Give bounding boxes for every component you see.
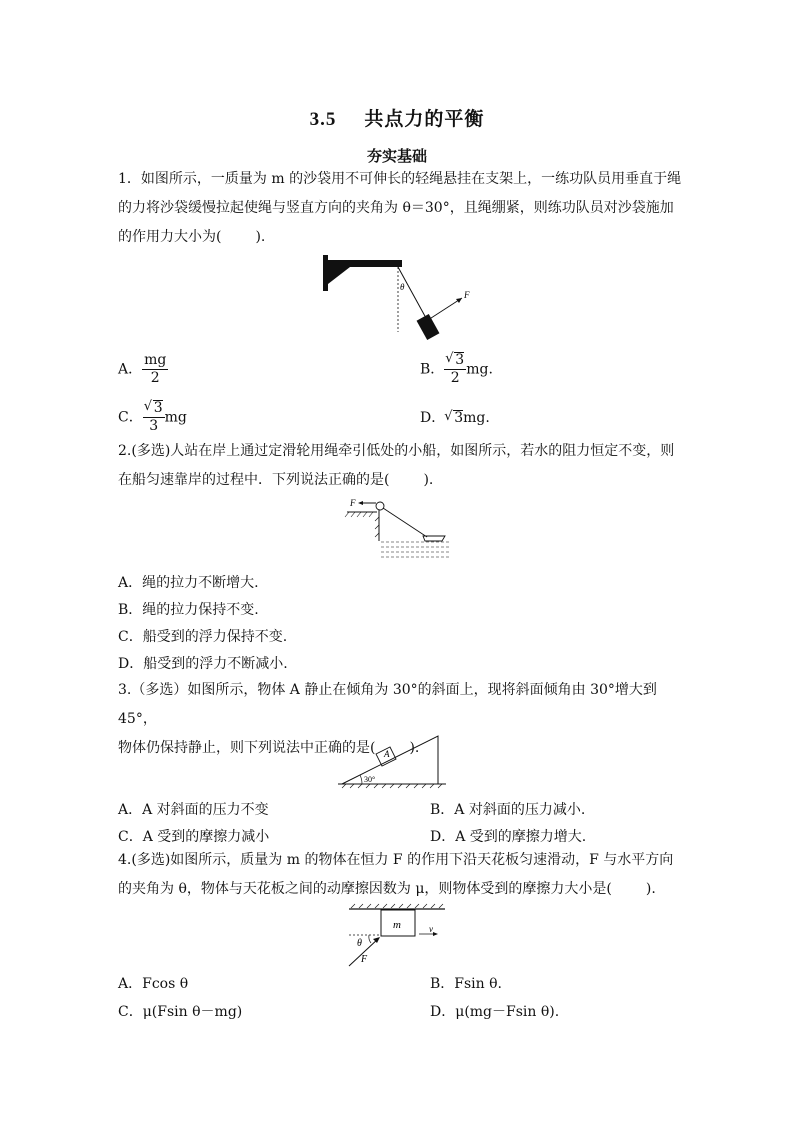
- q2-options: [118, 570, 686, 678]
- q1-option-c[interactable]: C． √ $\frac{3}{3}$ mg: [118, 400, 187, 435]
- q2-force-label: F: [350, 498, 356, 508]
- q3-incline: [342, 736, 438, 784]
- q3-option-d[interactable]: D．A 受到的摩擦力增大.: [430, 829, 587, 845]
- q2-option-a[interactable]: A．绳的拉力不断增大.: [118, 575, 259, 591]
- q3-option-a[interactable]: A．A 对斜面的压力不变: [118, 802, 269, 818]
- q2-option-c[interactable]: C．船受到的浮力保持不变.: [118, 629, 288, 645]
- q3-option-b[interactable]: B．A 对斜面的压力减小.: [430, 802, 586, 818]
- q1-option-a[interactable]: A． $\frac{mg}{2}$: [118, 352, 167, 386]
- question-4-text: [118, 846, 686, 904]
- q4-angle-arc: [369, 935, 371, 943]
- q3-line-1: 3.（多选）如图所示，物体 A 静止在倾角为 30°的斜面上，现将斜面倾角由 30°增大到 45°，: [118, 682, 657, 727]
- q2-line-1: 2.(多选)人站在岸上通过定滑轮用绳牵引低处的小船，如图所示，若水的阻力恒定不变，则: [118, 443, 675, 459]
- q4-option-a[interactable]: A．Fcos θ: [118, 976, 189, 992]
- q4-option-d[interactable]: D．μ(mg－Fsin θ).: [430, 1004, 560, 1020]
- q1-wall: [323, 255, 328, 291]
- q1-force-arrowhead: [456, 298, 462, 303]
- title-text: 共点力的平衡: [364, 108, 485, 130]
- q3-line-2: 物体仍保持静止，则下列说法中正确的是( ).: [118, 740, 420, 756]
- q1-theta-label: θ: [400, 282, 405, 292]
- q2-pulley: [376, 502, 384, 510]
- section-heading: 夯实基础: [366, 147, 427, 165]
- q1-sandbag: [417, 314, 440, 340]
- q4-force-label: F: [361, 954, 368, 965]
- q1-force-label: F: [464, 290, 470, 300]
- q2-option-d[interactable]: D．船受到的浮力不断减小.: [118, 656, 288, 672]
- q2-water: [381, 542, 449, 557]
- q4-theta-label: θ: [357, 938, 362, 949]
- page-title: [0, 104, 794, 131]
- q1-figure: [320, 250, 480, 350]
- q2-figure: [345, 495, 455, 565]
- q1-option-b[interactable]: B． √ $\frac{3}{2}$ mg.: [420, 352, 493, 387]
- q4-line-1: 4.(多选)如图所示，质量为 m 的物体在恒力 F 的作用下沿天花板匀速滑动，F 与水平方向: [118, 852, 674, 868]
- q4-ceiling-hatch: [351, 904, 443, 908]
- q4-option-b[interactable]: B．Fsin θ.: [430, 976, 503, 992]
- q3-angle-arc: [360, 775, 362, 784]
- q3-angle-label: 30°: [364, 775, 376, 784]
- q4-figure: [345, 902, 455, 968]
- q4-velocity-label: v: [429, 924, 433, 934]
- q2-force-arrowhead: [358, 501, 363, 505]
- q1-line-1: 1．如图所示，一质量为 m 的沙袋用不可伸长的轻绳悬挂在支架上，一练功队员用垂直于绳: [118, 171, 682, 187]
- q2-bank-hatch: [345, 512, 373, 517]
- q1-arm: [328, 260, 402, 284]
- q4-line-2: 的夹角为 θ，物体与天花板之间的动摩擦因数为 μ，则物体受到的摩擦力大小是( ).: [118, 881, 656, 897]
- q4-velocity-arrowhead: [433, 932, 438, 936]
- question-2-text: [118, 437, 686, 495]
- question-1-text: [118, 165, 686, 252]
- q3-block-label: A: [384, 749, 390, 759]
- q1-force-arrow: [428, 298, 462, 320]
- q3-option-c[interactable]: C．A 受到的摩擦力减小: [118, 829, 270, 845]
- q4-mass-label: m: [393, 919, 401, 931]
- q2-rope: [383, 508, 427, 537]
- q2-option-b[interactable]: B．绳的拉力保持不变.: [118, 602, 259, 618]
- q4-option-c[interactable]: C．μ(Fsin θ－mg): [118, 1004, 243, 1020]
- q3-figure: [338, 732, 450, 792]
- section-number: 3.5: [309, 109, 337, 130]
- q1-line-2: 的力将沙袋缓慢拉起使绳与竖直方向的夹角为 θ＝30°，且绳绷紧，则练功队员对沙袋施加: [118, 200, 674, 216]
- q1-rope: [398, 267, 426, 318]
- q1-option-d[interactable]: D．√ 3mg.: [420, 408, 490, 428]
- q3-ground-hatch: [342, 784, 442, 788]
- q1-line-3: 的作用力大小为( ).: [118, 229, 266, 245]
- q2-line-2: 在船匀速靠岸的过程中．下列说法正确的是( ).: [118, 472, 434, 488]
